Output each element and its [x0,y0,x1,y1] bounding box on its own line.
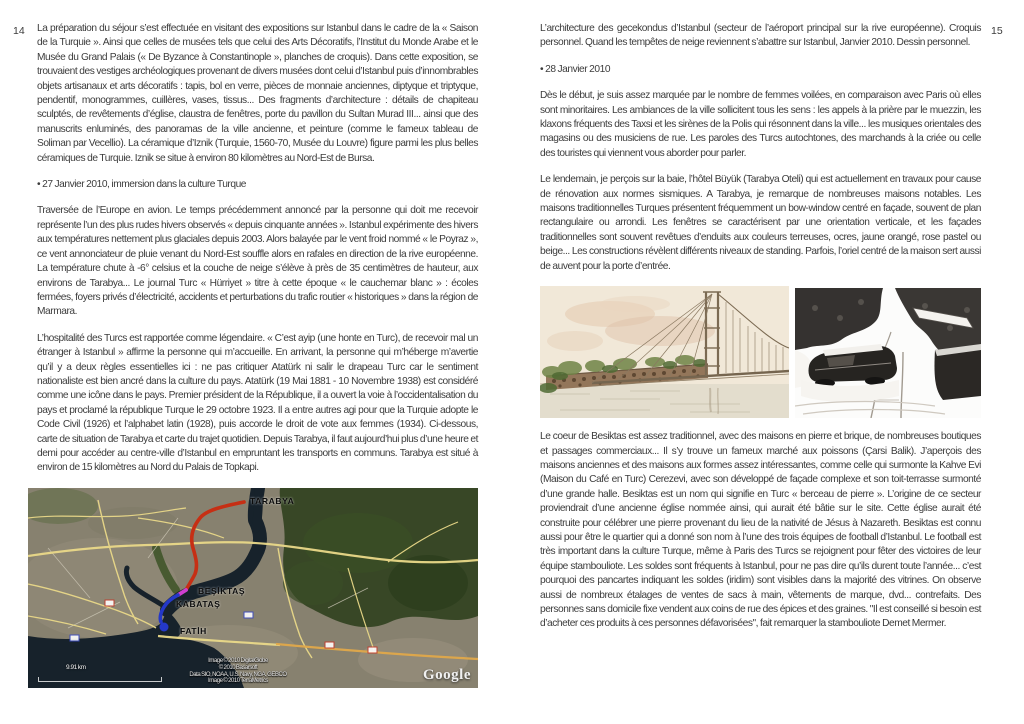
date-heading-28-janvier: • 28 Janvier 2010 [540,63,611,75]
map-label-tarabya: TARABYA [250,495,295,506]
paragraph-ambiances: Dès le début, je suis assez marquée par le nombre de femmes voilées, en comparaison avec Paris où elles sont minoritaires. Les ambiances de la ville sollicitent tous les sens : les appels à la prière par le muezzin, les klaxons fréquents des Taxsi et les sirènes de la Polis qui résonnent dans la ville... les musiques orientales des magasins ou des musiciens de rue. Les paroles des Turcs autochtones, des marchands à la criée ou celle des touristes qui viennent vous aborder pour parler. [540,90,981,159]
car-sketch [795,288,981,418]
bridge-sketch [540,286,789,418]
page-number-right: 15 [991,25,1003,37]
google-watermark: Google [423,667,471,684]
map-attribution: Image © 2010 DigitalGlobe © 2010 Basarsoft Data SIO, NOAA, U.S. Navy, NGA, GEBCO Image © 2010 TerraMetrics [189,658,287,685]
map-scale-bar [38,677,162,682]
paragraph-besiktas: Le coeur de Besiktas est assez traditionnel, avec des maisons en pierre et brique, de nombreuses boutiques et passages commerciaux... Il s’y trouve un fameux marché aux poissons (Çarsi Balik). J’aperçois des maisons anciennes et des maisons aux formes assez intéressantes, comme celle qui surmonte la Kahve Evi (Maison du Café en Turc) Cerezevi, avec son développé de façade complexe et son toit-terrasse surmonté d’une grande halle. Besiktas est un nom qui signifie en Turc « berceau de pierre ». L’origine de ce secteur proviendrait d’une ancienne église nommée ainsi, qui aurait été bâtie sur le site. Cette église aurait été construite pour célébrer une pierre provenant du lieu de la nativité de Jésus à Nazareth. Besiktas est connu aussi pour être le quartier qui a donné son nom à l’une des trois équipes de football d’Istanbul. Le football est très important dans la culture Turque, même à Paris des Turcs se rejoignent pour fêter des victoires de leur équipe stambouliote. Les soldes sont fréquents à Istanbul, pour ne pas dire qu’ils durent toute l’année... c’est pourquoi des pancartes indiquant les soldes (iridim) sont visibles dans la majorité des vitrines. On observe aussi de nombreux étalages de ventes de sacs à main, vêtements de marque, dvd... contrefaits. Des personnes sans domicile fixe vendent aux coins de rue des épices et des graines. "Il est conseillé si besoin est d’acheter ces produits à ces personnes défavorisées", fait remarquer la stambouliote Demet Mermer. [540,431,981,630]
paragraph-tarabya-maisons: Le lendemain, je perçois sur la baie, l’hôtel Büyük (Tarabya Oteli) qui est actuellement en travaux pour cause de rénovation aux normes sismiques. A Tarabya, je remarque de nombreuses maisons notables. Les maisons traditionnelles Turques présentent fréquemment un bow-window centré en façade, souvent de plan rectangulaire ou arrondi. Les fenêtres se caractérisent par une orientation verticale, et les façades traditionnelles sont souvent revêtues d’enduits aux couleurs terreuses, ocres, jaune orangé, rose pastel ou beige... Les constructions révèlent différents niveaux de standing. Parfois, l’oriel centré de la maison sert aussi de auvent pour la porte d’entrée. [540,174,981,272]
page-number-left: 14 [13,25,25,37]
map-label-besiktas: BEŞİKTAŞ [198,585,246,596]
date-heading-27-janvier: • 27 Janvier 2010, immersion dans la culture Turque [37,179,247,191]
route-blue-endpoint [160,622,169,631]
left-page [37,22,478,688]
map-scale-text: 9.91 km [66,664,86,672]
map-label-kabatas: KABATAŞ [176,598,221,609]
paragraph-expositions: La préparation du séjour s’est effectuée en visitant des expositions sur Istanbul dans le cadre de la « Saison de la Turquie ». Ainsi que celles de musées tels que celui des Arts Décoratifs, l’Institut du Monde Arabe et le Musée du Grand Palais (« De Byzance à Constantinople », planches de croquis). Dans cette exposition, se trouvaient des vestiges archéologiques provenant de divers musées dont celui d’Istanbul puis d’innombrables objets artisanaux et arts décoratifs : tapis, bol en verre, pièces de monnaie anciennes, diptyque et triptyque, pendentif, monogrammes, cuillères, vases, tissus... Des fragments d’architecture : détails de chapiteau sculptés, de revêtements d’église, claustra de fenêtres, porte du pavillon du Sultan Murad III... ainsi que des manuscrits enluminés, des panoramas de la ville ancienne, et peinture (comme le fameux tableau de Soliman par Vecellio). La céramique d’Iznik (Turquie, 1560-70, Musée du Louvre) figure parmi les plus belles céramiques de Turquie. Iznik se situe à environ 80 kilomètres au Nord-Est de Bursa. [37,23,478,164]
right-page [540,22,981,644]
caption-gecekondus: L’architecture des gecekondus d’Istanbul (secteur de l’aéroport principal sur la rive européenne). Croquis personnel. Quand les tempêtes de neige reviennent s’abattre sur Istanbul, Janvier 2010. Dessin personnel. [540,23,981,49]
sketch-figures [540,286,981,418]
paragraph-traversee: Traversée de l’Europe en avion. Le temps précédemment annoncé par la personne qui doit me recevoir représente l’un des plus rudes hivers observés « depuis cinquante années ». Istanbul expérimente des hivers aux températures nettement plus glaciales depuis 2003. Alors balayée par le vent froid nommé « le Poyraz », ce vent annonciateur de pluie venant du Nord-Est souffle alors en rafales en direction de la rive européenne. La température chute à -6° celsius et la couche de neige s’élève à près de 35 centimètres de hauteur, aux environs de Tarabya... Le journal Turc « Hürriyet » titre à cette époque « le cauchemar blanc » : écoles fermées, foyers privés d’électricité, accidents et perturbations du trafic routier « historiques » dans la région de Marmara. [37,205,478,318]
istanbul-satellite-map [28,488,478,688]
paragraph-hospitalite: L’hospitalité des Turcs est rapportée comme légendaire. « C’est ayip (une honte en Turc), de recevoir mal un étranger à Istanbul » affirme la personne qui m’accueille. En arrivant, la personne qui m’héberge m’avertie qu’il y a deux règles essentielles ici : ne pas critiquer Atatürk ni salir le drapeau Turc car le sentiment nationaliste est bien ancré dans la culture du pays. Atatürk (19 Mai 1881 - 10 Novembre 1938) est considéré comme une icône dans le pays. Premier président de la République, il a ouvert la voie à l’occidentalisation du pays et proclamé la république Turque le 29 octobre 1923. Il a entre autres agi pour que la Turquie adopte le Code Civil (1926) et l’alphabet latin (1928), puis accorde le droit de vote aux femmes (1934). Ci-dessous, carte de situation de Tarabya et carte du trajet quotidien. Depuis Tarabya, il faut aujourd’hui plus d’une heure et demi pour accéder au centre-ville d’Istanbul en empruntant les transports en communs. Tarabya est situé à environ de 15 kilomètres au Nord du Palais de Topkapi. [37,332,478,474]
map-label-fatih: FATİH [180,625,207,636]
